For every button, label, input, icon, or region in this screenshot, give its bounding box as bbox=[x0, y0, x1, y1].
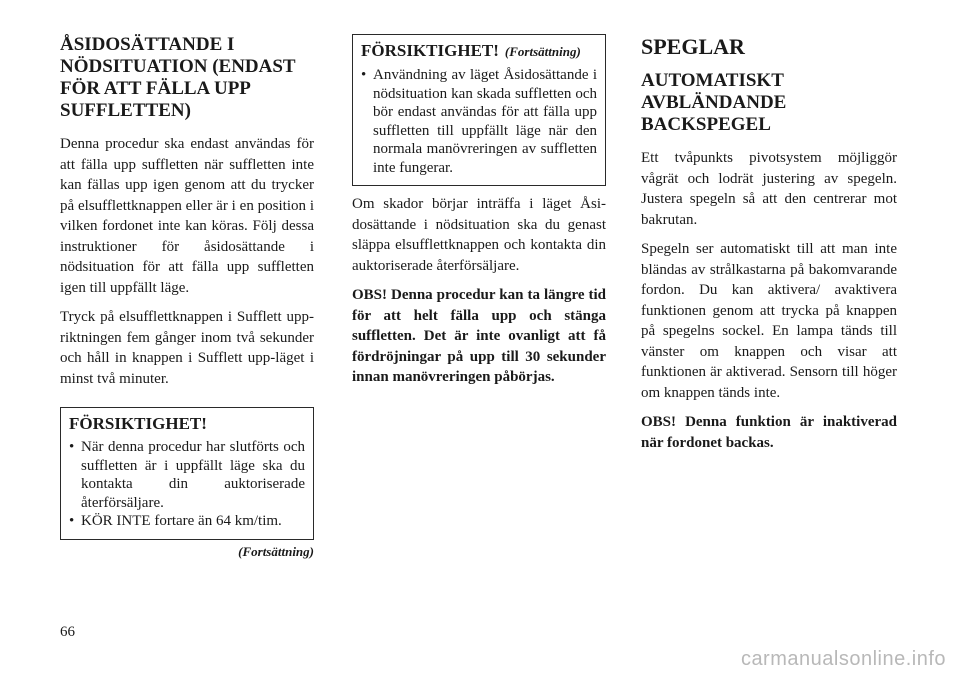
continued-label: (Fortsättning) bbox=[238, 543, 314, 559]
caution-list bbox=[361, 66, 597, 177]
caution-item: • KÖR INTE fortare än 64 km/tim. bbox=[69, 512, 305, 531]
caution-list bbox=[69, 438, 305, 531]
caution-title bbox=[361, 41, 597, 62]
pivot-paragraph: Ett tvåpunkts pivotsystem möjliggör vågrät och lodrät justering av spegeln. Justera spegeln så att den centrerar mot bakrutan. bbox=[641, 150, 897, 228]
damage-paragraph: Om skador börjar inträffa i läget Åsidosättande i nödsituation ska du genast släppa elsufflettknappen och kontakta din auktoriserade återförsäljare. bbox=[352, 196, 606, 274]
emergency-override-heading: ÅSIDOSÄTTANDE I NÖDSITUATION (ENDAST FÖR ATT FÄLLA UPP SUFFLETTEN) bbox=[60, 34, 296, 121]
dimming-paragraph: Spegeln ser automatiskt till att man inte bländas av strålkastarna på bakomvarande fordon. Du kan aktivera/ avaktivera funktionen genom att trycka på knappen på spegelns sockel. En lampa tänds till vänster om knappen och visar att funktionen är aktiverad. Sensorn till höger om knappen tänds inte. bbox=[641, 241, 897, 401]
page-number: 66 bbox=[60, 624, 75, 640]
instruction-paragraph: Tryck på elsufflettknappen i Sufflett upp-riktningen fem gånger inom två sekunder och håll in knappen i Sufflett upp-läget i minst två minuter. bbox=[60, 309, 314, 387]
note-paragraph: OBS! Denna procedur kan ta längre tid för att helt fälla upp och stänga suffletten. Det är inte ovanligt att få fördröjningar på upp till 30 sekunder innan manövreringen påbörjas. bbox=[352, 287, 606, 385]
mirrors-section-heading: SPEGLAR bbox=[641, 34, 745, 59]
watermark: carmanualsonline.info bbox=[740, 648, 946, 670]
procedure-paragraph: Denna procedur ska endast användas för att fälla upp suffletten när suffletten inte kan fällas upp igen genom att du trycker på elsufflettknappen eller är i en position i vilken fordonet inte kan köras. Följ dessa instruktioner för åsidosättande i nödsituation för att fälla upp suffletten igen till uppfällt läge. bbox=[60, 136, 314, 296]
note-paragraph: OBS! Denna funktion är inaktiverad när fordonet backas. bbox=[641, 414, 897, 451]
caution-title-text: FÖRSIKTIGHET! bbox=[361, 41, 499, 60]
caution-box-continued bbox=[352, 34, 606, 186]
column-right bbox=[641, 34, 897, 462]
caution-box bbox=[60, 407, 314, 540]
auto-dimming-mirror-heading: AUTOMATISKT AVBLÄNDANDE BACKSPEGEL bbox=[641, 70, 787, 135]
caution-title: FÖRSIKTIGHET! bbox=[69, 414, 207, 433]
caution-item: • Användning av läget Åsidosättande i nödsituation kan skada suffletten och bör endast användas för att fälla upp suffletten till uppfällt läge när den normala manövreringen av suffletten inte fungerar. bbox=[361, 66, 597, 177]
caution-continued-label: (Fortsättning) bbox=[504, 44, 581, 59]
column-middle bbox=[352, 40, 606, 397]
caution-item: • När denna procedur har slutförts och suffletten är i uppfällt läge ska du kontakta din auktoriserade återförsäljare. bbox=[69, 438, 305, 512]
column-left bbox=[60, 34, 314, 560]
